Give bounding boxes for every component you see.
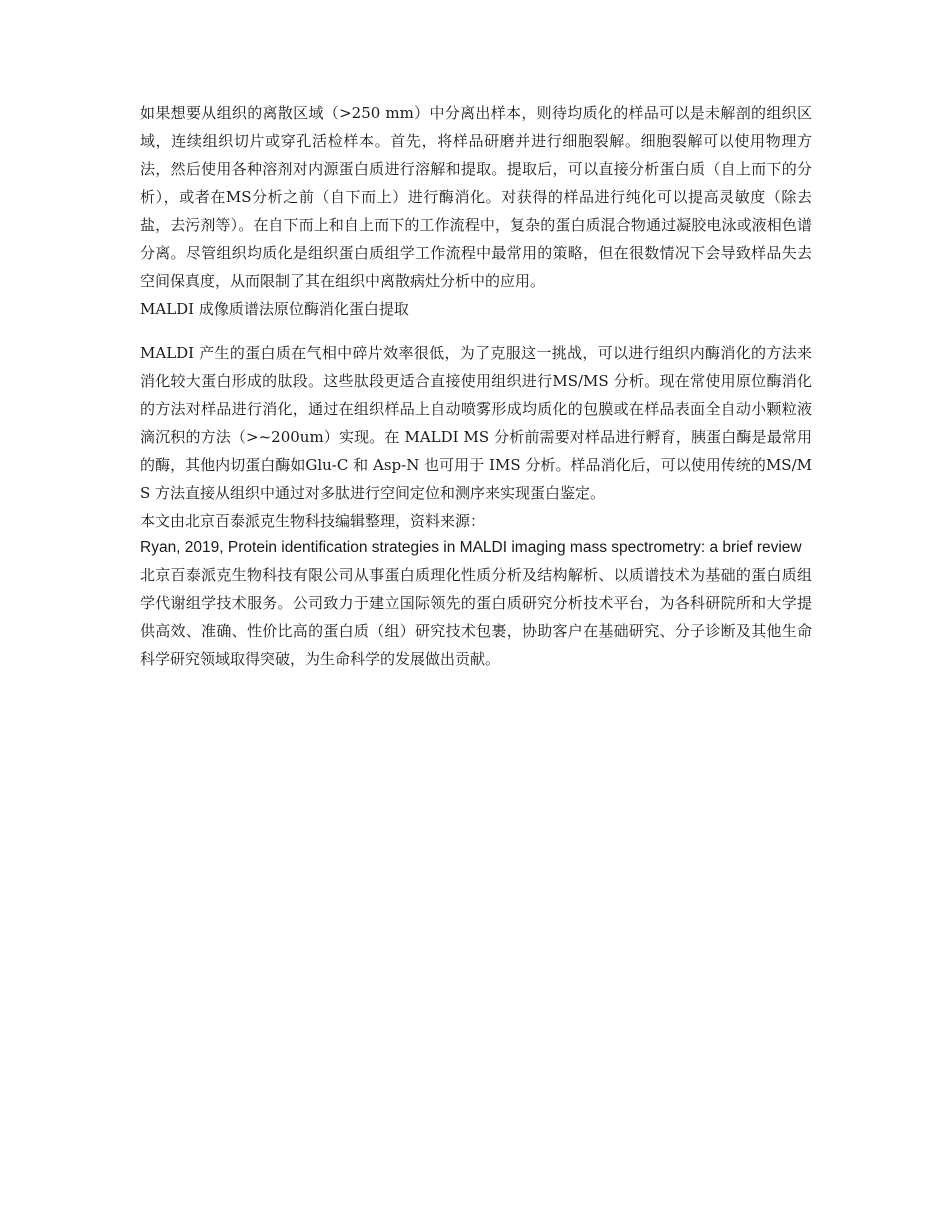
reference-citation: Ryan, 2019, Protein identification strategies in MALDI imaging mass spectrometry: a brief review [140, 539, 802, 556]
section-heading: MALDI 成像质谱法原位酶消化蛋白提取 [140, 300, 409, 318]
source-line: 本文由北京百泰派克生物科技编辑整理，资料来源： [140, 512, 486, 530]
company-paragraph: 北京百泰派克生物科技有限公司从事蛋白质理化性质分析及结构解析、以质谱技术为基础的蛋白质组学代谢组学技术服务。公司致力于建立国际领先的蛋白质研究分析技术平台，为各科研院所和大学提供高效、准确、性价比高的蛋白质（组）研究技术包裹，协助客户在基础研究、分子诊断及其他生命科学研究领域取得突破，为生命科学的发展做出贡献。 [140, 566, 812, 668]
document-page [140, 99, 812, 673]
intro-paragraph: 如果想要从组织的离散区域（>250 mm）中分离出样本，则待均质化的样品可以是未解剖的组织区域，连续组织切片或穿孔活检样本。首先，将样品研磨并进行细胞裂解。细胞裂解可以使用物理方法，然后使用各种溶剂对内源蛋白质进行溶解和提取。提取后，可以直接分析蛋白质（自上而下的分析），或者在MS分析之前（自下而上）进行酶消化。对获得的样品进行纯化可以提高灵敏度（除去盐，去污剂等）。在自下而上和自上而下的工作流程中，复杂的蛋白质混合物通过凝胶电泳或液相色谱分离。尽管组织均质化是组织蛋白质组学工作流程中最常用的策略，但在很数情况下会导致样品失去空间保真度，从而限制了其在组织中离散病灶分析中的应用。 [140, 104, 812, 290]
section-paragraph: MALDI 产生的蛋白质在气相中碎片效率很低，为了克服这一挑战，可以进行组织内酶消化的方法来消化较大蛋白形成的肽段。这些肽段更适合直接使用组织进行MS/MS 分析。现在常使用原位酶消化的方法对样品进行消化，通过在组织样品上自动喷雾形成均质化的包膜或在样品表面全自动小颗粒液滴沉积的方法（>~200um）实现。在 MALDI MS 分析前需要对样品进行孵育，胰蛋白酶是最常用的酶，其他内切蛋白酶如Glu-C 和 Asp-N 也可用于 IMS 分析。样品消化后，可以使用传统的MS/MS 方法直接从组织中通过对多肽进行空间定位和测序来实现蛋白鉴定。 [140, 344, 812, 502]
